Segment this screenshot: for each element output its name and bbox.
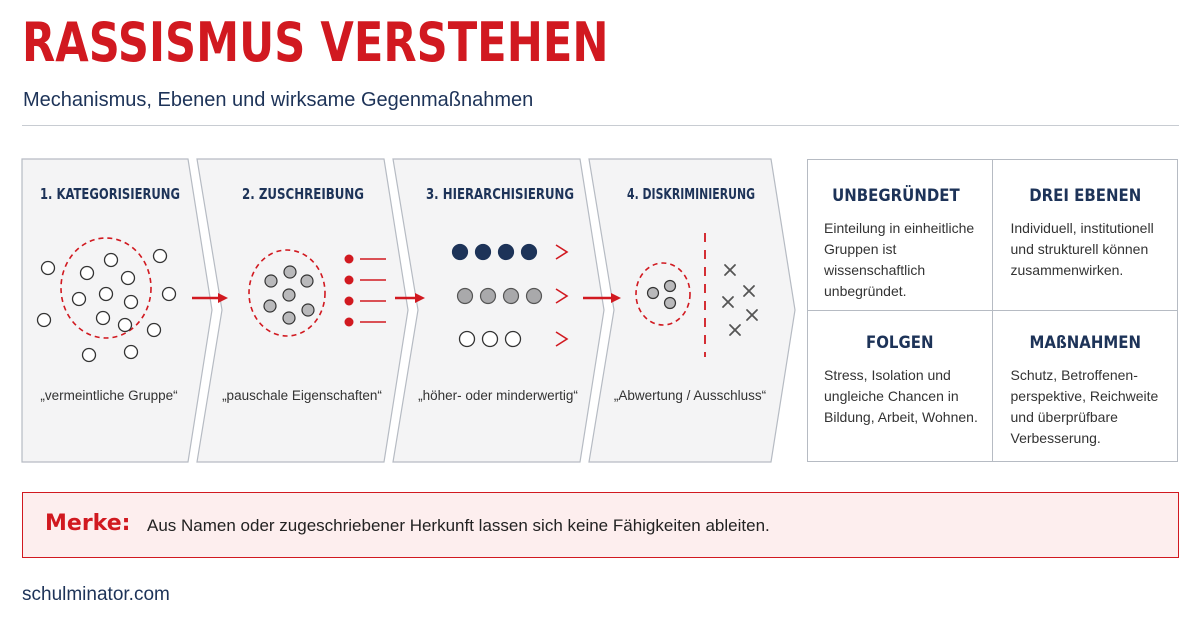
step-caption-2: „pauschale Eigenschaften“ [222, 388, 382, 403]
group-member [264, 300, 276, 312]
person-circle [81, 267, 94, 280]
step-title-2: 2. ZUSCHREIBUNG [242, 185, 364, 203]
person-circle [73, 293, 86, 306]
merke-text: Aus Namen oder zugeschriebener Herkunft lassen sich keine Fähigkeiten ableiten. [147, 516, 770, 535]
attribute-bullet [345, 297, 354, 306]
step-panel-1 [22, 159, 212, 462]
info-box-drei-ebenen [993, 160, 1178, 311]
step-panel-4 [589, 159, 795, 462]
page-subtitle: Mechanismus, Ebenen und wirksame Gegenmaßnahmen [23, 89, 534, 111]
person-circle [119, 319, 132, 332]
rank-mid-circle [527, 289, 542, 304]
step-caption-3: „höher- oder minderwertig“ [418, 388, 578, 403]
step-title-3: 3. HIERARCHISIERUNG [426, 185, 574, 203]
attribute-bullet [345, 255, 354, 264]
rank-high-circle [476, 245, 491, 260]
info-box-title: MAßNAHMEN [1029, 332, 1141, 353]
attribute-bullet [345, 276, 354, 285]
merke-callout [22, 492, 1179, 558]
step-caption-4: „Abwertung / Ausschluss“ [613, 388, 767, 403]
step-title-1: 1. KATEGORISIERUNG [40, 185, 180, 203]
attribute-bullet [345, 318, 354, 327]
rank-mid-circle [481, 289, 496, 304]
group-member [648, 288, 659, 299]
step-caption-1: „vermeintliche Gruppe“ [40, 388, 178, 403]
person-circle [125, 296, 138, 309]
group-member [665, 281, 676, 292]
person-circle [154, 250, 167, 263]
rank-low-circle [483, 332, 498, 347]
group-member [284, 266, 296, 278]
person-circle [83, 349, 96, 362]
info-box-massnahmen [993, 311, 1178, 462]
info-box-text: Individuell, institutionell und strukturell können zusammenwirken. [1010, 220, 1154, 278]
person-circle [38, 314, 51, 327]
group-member [283, 312, 295, 324]
info-box-unbegruendet [808, 160, 993, 311]
person-circle [163, 288, 176, 301]
person-circle [125, 346, 138, 359]
group-member [265, 275, 277, 287]
info-box-text: Einteilung in einheitliche Gruppen ist wissenschaftlich unbegründet. [824, 220, 975, 299]
info-box-folgen [808, 311, 993, 462]
info-box-title: FOLGEN [865, 332, 934, 353]
rank-high-circle [453, 245, 468, 260]
rank-mid-circle [458, 289, 473, 304]
rank-high-circle [499, 245, 514, 260]
info-grid [807, 159, 1178, 462]
person-circle [97, 312, 110, 325]
group-member [283, 289, 295, 301]
person-circle [122, 272, 135, 285]
rank-low-circle [506, 332, 521, 347]
rank-high-circle [522, 245, 537, 260]
group-member [302, 304, 314, 316]
person-circle [42, 262, 55, 275]
person-circle [100, 288, 113, 301]
footer-site: schulminator.com [22, 584, 170, 605]
info-box-title: UNBEGRÜNDET [832, 186, 960, 206]
rank-low-circle [460, 332, 475, 347]
group-member [301, 275, 313, 287]
merke-label: Merke: [45, 511, 131, 536]
info-box-text: Stress, Isolation und ungleiche Chancen in Bildung, Arbeit, Wohnen. [824, 366, 978, 425]
info-box-title: DREI EBENEN [1028, 186, 1141, 206]
group-member [665, 298, 676, 309]
person-circle [148, 324, 161, 337]
step-panel-3 [393, 159, 604, 462]
page-title: RASSISMUS VERSTEHEN [22, 11, 609, 74]
info-box-text: Schutz, Betroffenen-perspektive, Reichweite und überprüfbare Verbesserung. [1010, 366, 1159, 446]
rank-mid-circle [504, 289, 519, 304]
person-circle [105, 254, 118, 267]
step-title-4: 4. DISKRIMINIERUNG [627, 185, 755, 203]
